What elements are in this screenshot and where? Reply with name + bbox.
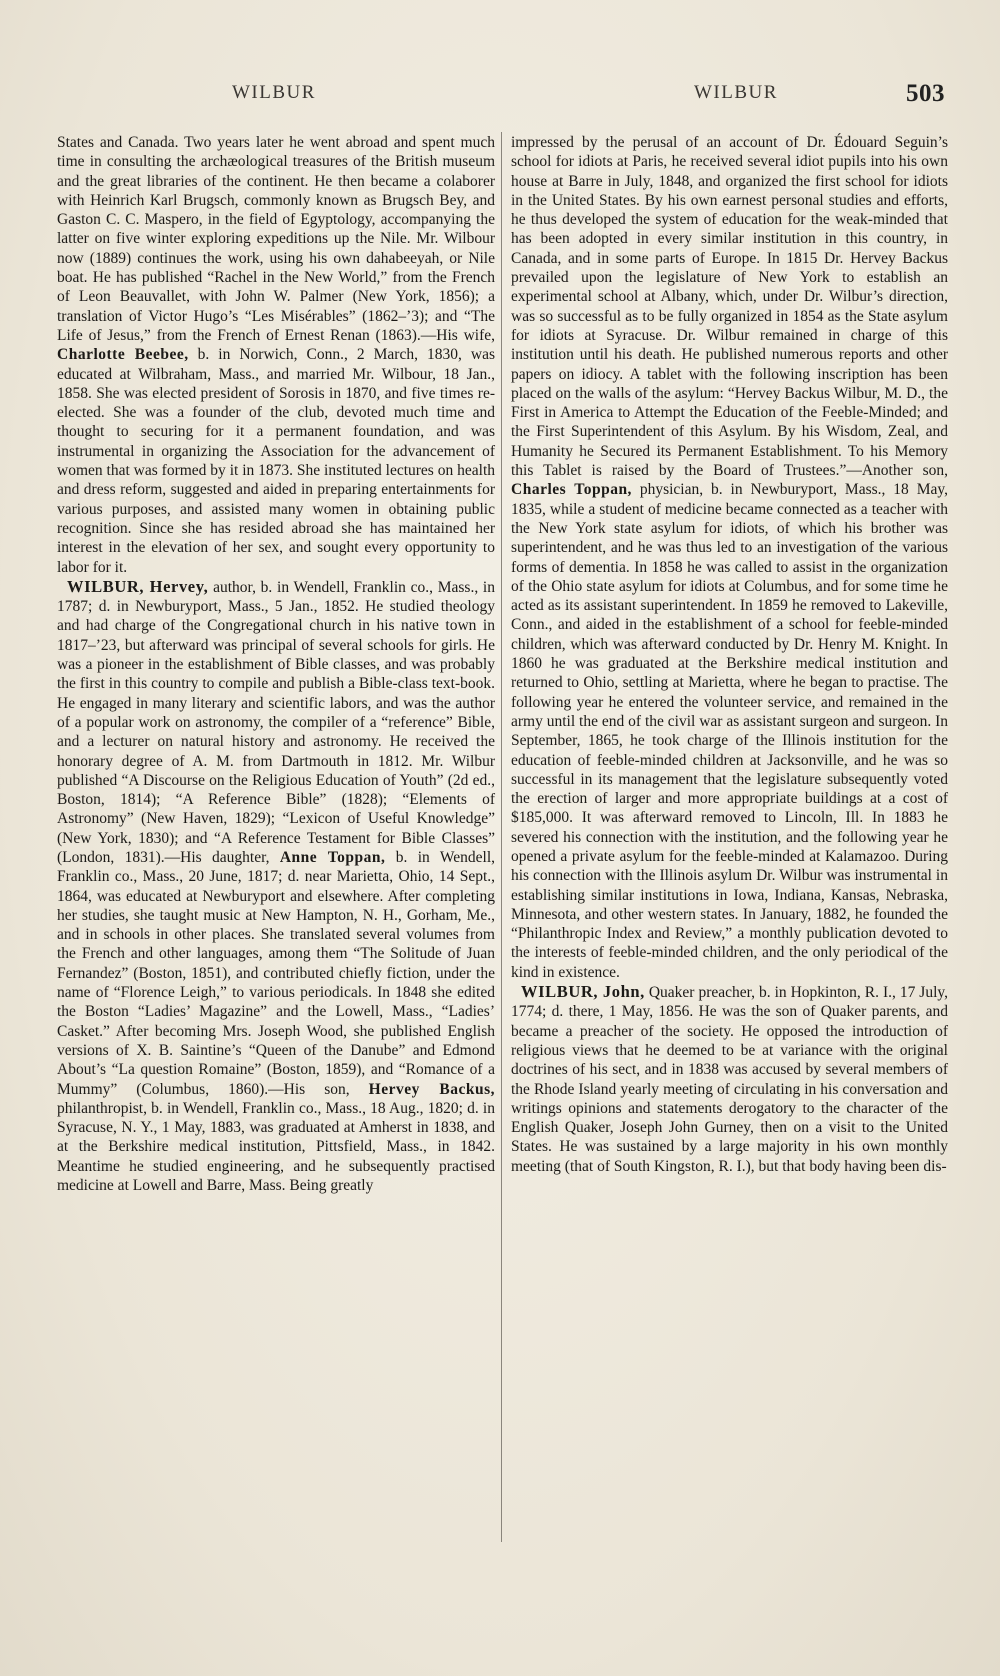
headword-wilbur-hervey: WILBUR, Hervey, bbox=[67, 576, 209, 596]
paragraph-hervey-backus-continued bbox=[511, 133, 948, 982]
page-number: 503 bbox=[906, 80, 945, 107]
left-column bbox=[57, 133, 495, 1195]
entry-text: philanthropist, b. in Wendell, Franklin co., Mass., 18 Aug., 1820; d. in Syracuse, N. Y., 1 May, 1883, was graduated at Amherst in 1838, and at the Berkshire medical institution, Pittsfield, Mass., in 1842. Meantime he studied engineering, and he subsequently practised medicine at Lowell and Barre, Mass. Being greatly bbox=[57, 1099, 495, 1195]
column-divider bbox=[501, 132, 502, 1542]
paragraph-text: States and Canada. Two years later he went abroad and spent much time in consulting the archæological treasures of the British museum and the great libraries of the continent. He then became a colaborer with Heinrich Karl Brugsch, commonly known as Brugsch Bey, and Gaston C. C. Maspero, in the field of Egyptology, accompanying the latter on five winter exploring expeditions up the Nile. Mr. Wilbour now (1889) continues the work, using his own dahabeeyah, or Nile boat. He has published “Rachel in the New World,” from the French of Leon Beauvallet, with John W. Palmer (New York, 1856); a translation of Victor Hugo’s “Les Misérables” (1862–’3); and “The Life of Jesus,” from the French of Ernest Renan (1863).—His wife, bbox=[57, 134, 495, 344]
headword-wilbur-john: WILBUR, John, bbox=[521, 982, 645, 1002]
entry-wilbur-hervey bbox=[57, 577, 495, 1196]
paragraph-text: physician, b. in Newburyport, Mass., 18 May, 1835, while a student of medicine became connected as a teacher with the New York state asylum for idiots, of which his brother was superintendent, and he was thus led to an investigation of the various forms of dementia. In 1858 he was called to assist in the organization of the Ohio state asylum for idiots at Columbus, and for some time he acted as its assistant superintendent. In 1859 he removed to Lakeville, Conn., and aided in the establishment of a school for feeble-minded children, which was afterward conducted by Dr. Henry M. Knight. In 1860 he was graduated at the Berkshire medical institution and returned to Ohio, settling at Marietta, where he began to practise. The following year he entered the volunteer service, and remained in the army until the end of the civil war as assistant surgeon and surgeon. In September, 1865, he took charge of the Illinois institution for the education of feeble-minded children at Jacksonville, and he was so successful in its management that the legislature subsequently voted the erection of larger and more appropriate buildings at a cost of $185,000. It was afterward removed to Lincoln, Ill. In 1883 he severed his connection with the institution, and the following year he opened a private asylum for the feeble-minded at Kalamazoo. During his connection with the Illinois asylum Dr. Wilbur was instrumental in establishing similar institutions in Iowa, Indiana, Kansas, Nebraska, Minnesota, and other western states. In January, 1882, he founded the “Philanthropic Index and Review,” a monthly publication devoted to the interests of feeble-minded children, and the only periodical of the kind in existence. bbox=[511, 481, 948, 981]
entry-text: author, b. in Wendell, Franklin co., Mass., in 1787; d. in Newburyport, Mass., 5 Jan., 1852. He studied theology and had charge of the Congregational church in his native town in 1817–’23, but afterward was principal of several schools for girls. He was a pioneer in the establishment of Bible classes, and was probably the first in this country to compile and publish a Bible-class text-book. He engaged in many literary and scientific labors, and was the author of a popular work on astronomy, the compiler of a “reference” Bible, and a lecturer on natural history and astronomy. He received the honorary degree of A. M. from Dartmouth in 1812. Mr. Wilbur published “A Discourse on the Religious Education of Youth” (2d ed., Boston, 1814); “A Reference Bible” (1828); “Elements of Astronomy” (New Haven, 1829); “Lexicon of Useful Knowledge” (New York, 1830); and “A Reference Testament for Bible Classes” (London, 1831).—His daughter, bbox=[57, 578, 495, 866]
name-hervey-backus: Hervey Backus, bbox=[368, 1080, 495, 1098]
entry-wilbur-john bbox=[511, 982, 948, 1176]
running-head-left: WILBUR bbox=[232, 82, 316, 103]
paragraph-wilbour-continued bbox=[57, 133, 495, 577]
entry-text: b. in Wendell, Franklin co., Mass., 20 June, 1817; d. near Marietta, Ohio, 14 Sept., 1864, was educated at Newburyport and elsewhere. After completing her studies, she taught music at New Hampton, N. H., Gorham, Me., and in schools in other places. She translated several volumes from the French and other languages, among them “The Solitude of Juan Fernandez” (Boston, 1851), and contributed chiefly fiction, under the name of “Florence Leigh,” to various periodicals. In 1848 she edited the Boston “Ladies’ Magazine” and the Lowell, Mass., “Ladies’ Casket.” After becoming Mrs. Joseph Wood, she published English versions of X. B. Saintine’s “Queen of the Danube” and Edmond About’s “La question Romaine” (Boston, 1859), and “Romance of a Mummy” (Columbus, 1860).—His son, bbox=[57, 848, 495, 1098]
running-head-right: WILBUR bbox=[694, 82, 778, 103]
paragraph-text: impressed by the perusal of an account of Dr. Édouard Seguin’s school for idiots at Paris, he received several idiot pupils into his own house at Barre in July, 1848, and organized the first school for idiots in the United States. By his own earnest personal studies and efforts, he thus developed the system of education for the weak-minded that has been adopted in every similar institution in this country, in Canada, and in some parts of Europe. In 1815 Dr. Hervey Backus prevailed upon the legislature of New York to establish an experimental school at Albany, which, under Dr. Wilbur’s direction, was so successful as to be fully organized in 1854 as the State asylum for idiots at Syracuse. Dr. Wilbur remained in charge of this institution until his death. He published numerous reports and other papers on idiocy. A tablet with the following inscription has been placed on the walls of the asylum: “Hervey Backus Wilbur, M. D., the First in America to Attempt the Education of the Feeble-Minded; and the First Superintendent of this Asylum. By his Wisdom, Zeal, and Humanity he Secured its Permanent Establishment. To his Memory this Tablet is raised by the Board of Trustees.”—Another son, bbox=[511, 134, 948, 480]
name-charlotte-beebee: Charlotte Beebee, bbox=[57, 346, 189, 364]
name-anne-toppan: Anne Toppan, bbox=[279, 848, 386, 866]
right-column bbox=[511, 133, 948, 1176]
paragraph-text: b. in Norwich, Conn., 2 March, 1830, was educated at Wilbraham, Mass., and married Mr. Wilbour, 18 Jan., 1858. She was elected president of Sorosis in 1870, and five times re-elected. She was a founder of the club, devoted much time and thought to securing for it a permanent foundation, and was instrumental in organizing the Association for the advancement of women that was formed by it in 1873. She instituted lectures on health and dress reform, suggested and aided in preparing entertainments for various purposes, and assisted many women in obtaining public recognition. Since she has resided abroad she has maintained her interest in the elevation of her sex, and sought every opportunity to labor for it. bbox=[57, 346, 495, 576]
entry-text: Quaker preacher, b. in Hopkinton, R. I., 17 July, 1774; d. there, 1 May, 1856. He was the son of Quaker parents, and became a preacher of the society. He opposed the introduction of religious views that he deemed to be at variance with the original doctrines of his sect, and in 1838 was accused by several members of the Rhode Island yearly meeting of circulating in his conversation and writings opinions and statements derogatory to the character of the English Quaker, Joseph John Gurney, then on a visit to the United States. He was sustained by a large majority in his own monthly meeting (that of South Kingston, R. I.), but that body having been dis- bbox=[511, 984, 949, 1175]
name-charles-toppan: Charles Toppan, bbox=[511, 481, 632, 499]
